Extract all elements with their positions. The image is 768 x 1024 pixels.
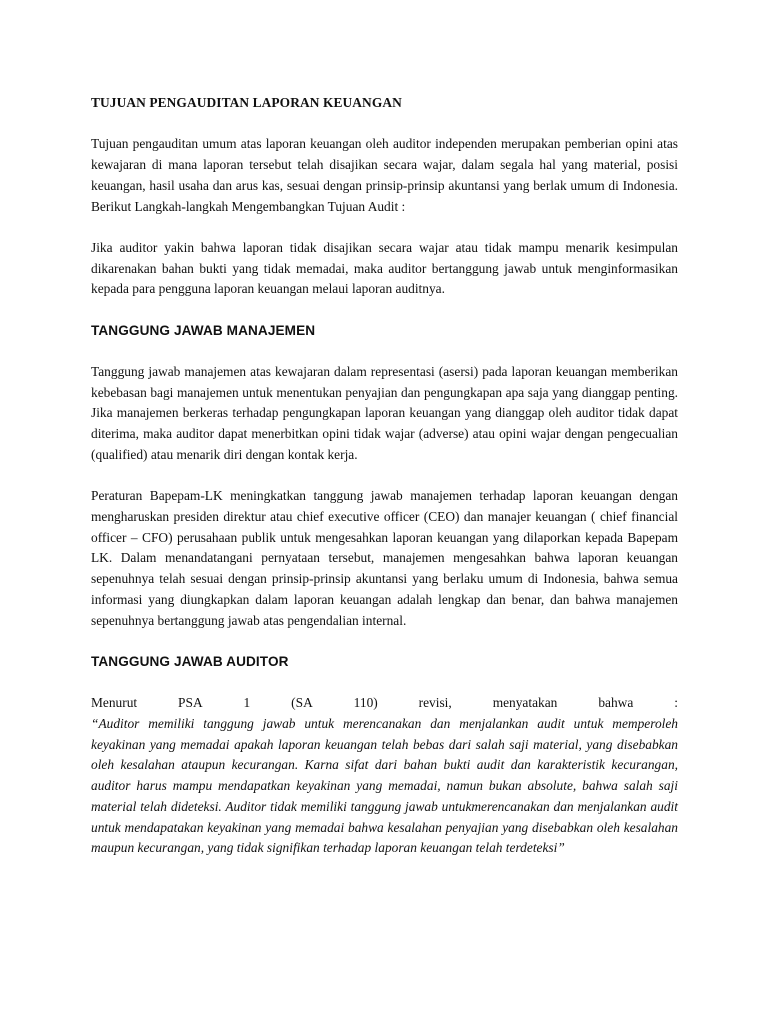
paragraph-tujuan-1: Tujuan pengauditan umum atas laporan keuangan oleh auditor independen merupakan pemberian opini atas kewajaran di mana laporan tersebut telah disajikan secara wajar, dalam segala hal yang material, posisi keuangan, hasil usaha dan arus kas, sesuai dengan prinsip-prinsip akuntansi yang berlak umum di Indonesia. Berikut Langkah-langkah Mengembangkan Tujuan Audit : [91,136,678,214]
paragraph-tujuan-2: Jika auditor yakin bahwa laporan tidak disajikan secara wajar atau tidak mampu menarik kesimpulan dikarenakan bahan bukti yang tidak memadai, maka auditor bertanggung jawab untuk menginformasikan kepada para pengguna laporan keuangan melaui laporan auditnya. [91,239,678,297]
intro-word: bahwa [598,695,634,711]
intro-word: : [674,695,678,711]
section-heading-auditor: TANGGUNG JAWAB AUDITOR [91,653,289,669]
paragraph-manajemen-1: Tanggung jawab manajemen atas kewajaran dalam representasi (asersi) pada laporan keuangan memberikan kebebasan bagi manajemen untuk menentukan penyajian dan pengungkapan apa saja yang dianggap penting. Jika manajemen berkeras terhadap pengungkapan laporan keuangan yang dianggap oleh auditor tidak dapat diterima, maka auditor dapat menerbitkan opini tidak wajar (adverse) atau opini wajar dengan pengecualian (qualified) atau menarik diri dengan kontak kerja. [91,364,678,462]
document-body [91,93,678,859]
intro-word: revisi, [418,695,452,711]
auditor-quote: “Auditor memiliki tanggung jawab untuk merencanakan dan menjalankan audit untuk memperoleh keyakinan yang memadai apakah laporan keuangan telah bebas dari salah saji material, yang disebabkan oleh kesalahan ataupun kecurangan. Karna sifat dari bahan bukti audit dan karakteristik kecurangan, auditor harus mampu mendapatkan keyakinan yang memadai, namun bukan absolute, bahwa salah saji material telah dideteksi. Auditor tidak memiliki tanggung jawab untukmerencanakan dan menjalankan audit untuk mendapatakan keyakinan yang memadai bahwa kesalahan penyajian yang disebabkan oleh kesalahan maupun kecurangan, yang tidak signifikan terhadap laporan keuangan telah terdeteksi” [91,715,678,856]
intro-word: (SA [291,695,313,711]
intro-word: menyatakan [492,695,558,711]
intro-word: Menurut [91,695,138,711]
intro-word: 110) [353,695,378,711]
section-heading-manajemen: TANGGUNG JAWAB MANAJEMEN [91,322,316,338]
section-heading-tujuan: TUJUAN PENGAUDITAN LAPORAN KEUANGAN [91,95,402,110]
quote-intro-line [91,693,678,714]
paragraph-manajemen-2: Peraturan Bapepam-LK meningkatkan tanggung jawab manajemen terhadap laporan keuangan dengan mengharuskan presiden direktur atau chief executive officer (CEO) dan manajer keuangan ( chief financial officer – CFO) perusahaan publik untuk mengesahkan laporan keuangan yang dilaporkan kepada Bapepam LK. Dalam menandatangani pernyataan tersebut, manajemen mengesahkan bahwa laporan keuangan sepenuhnya telah sesuai dengan prinsip-prinsip akuntansi yang berlaku umum di Indonesia, bahwa semua informasi yang diungkapkan dalam laporan keuangan adalah lengkap dan benar, dan bahwa manajemen sepenuhnya bertanggung jawab atas pengendalian internal. [91,488,678,628]
intro-word: PSA [178,695,203,711]
intro-word: 1 [243,695,251,711]
